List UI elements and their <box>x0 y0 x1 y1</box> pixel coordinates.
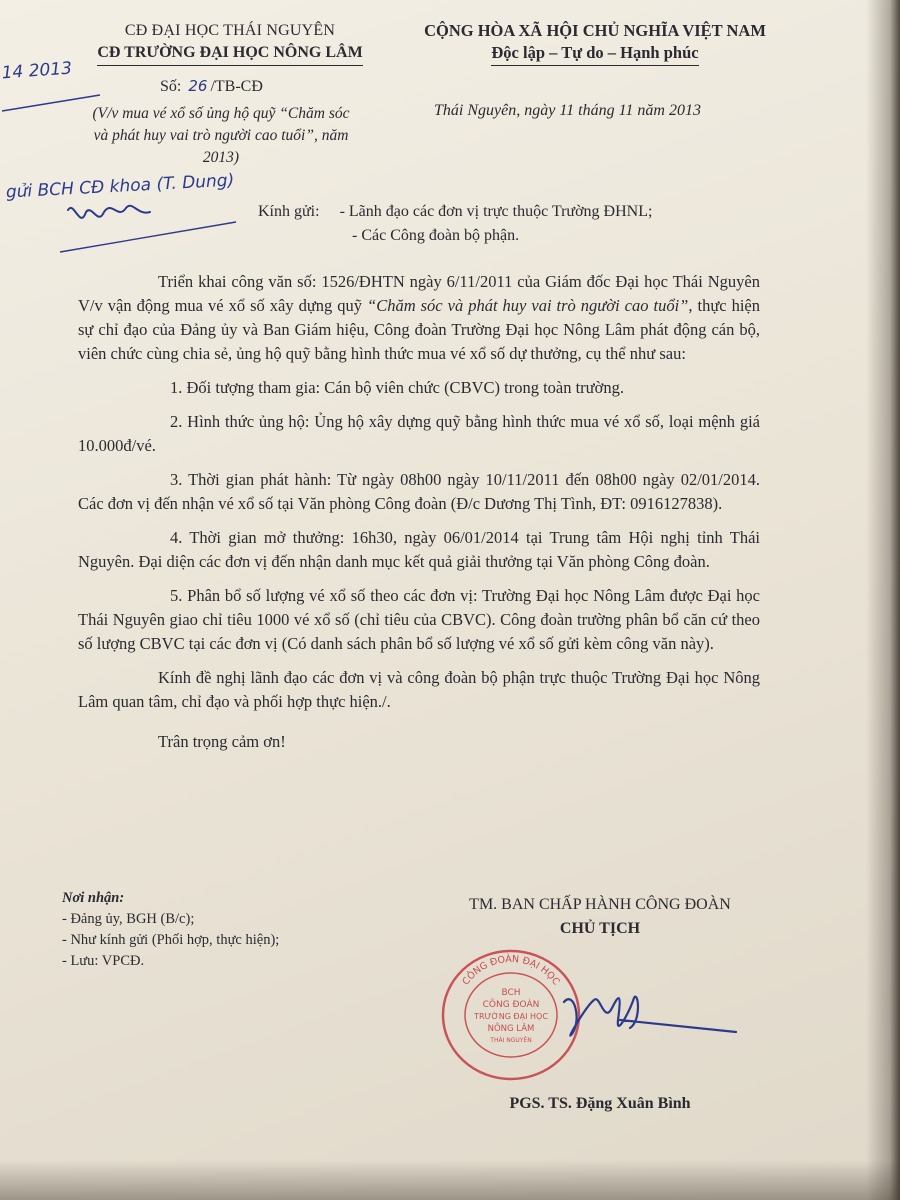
stamp-text: THÁI NGUYÊN <box>490 1037 532 1044</box>
recipient-line: - Các Công đoàn bộ phận. <box>352 227 520 244</box>
page-edge-shadow <box>866 0 900 1200</box>
document-body <box>78 270 760 764</box>
distribution-item: - Lưu: VPCĐ. <box>62 953 145 969</box>
distribution-title: Nơi nhận: <box>62 890 125 906</box>
recipient-line: - Lãnh đạo các đơn vị trực thuộc Trường ĐHNL; <box>339 203 653 220</box>
signing-capacity: TM. BAN CHẤP HÀNH CÔNG ĐOÀN <box>469 896 731 913</box>
handwritten-date-note <box>0 55 110 125</box>
handwritten-signature <box>560 980 740 1050</box>
national-motto: Độc lập – Tự do – Hạnh phúc <box>491 42 698 66</box>
issuer-parent: CĐ ĐẠI HỌC THÁI NGUYÊN <box>124 22 336 39</box>
number-prefix: Số: <box>160 78 182 95</box>
signer-role: CHỦ TỊCH <box>559 920 641 937</box>
fund-name: “Chăm sóc và phát huy vai trò người cao tuổi” <box>367 296 689 315</box>
page-bottom-shadow <box>0 1160 900 1200</box>
issuer-header <box>80 20 380 66</box>
request-paragraph: Kính đề nghị lãnh đạo các đơn vị và công đoàn bộ phận trực thuộc Trường Đại học Nông Lâm quan tâm, chỉ đạo và phối hợp thực hiện./. <box>78 668 760 711</box>
recipients-label: Kính gửi: <box>258 203 320 220</box>
document-number <box>160 77 263 96</box>
svg-text:CÔNG ĐOÀN ĐẠI HỌC <box>460 953 561 988</box>
document-subject: (V/v mua vé xổ số ủng hộ quỹ “Chăm sóc và phát huy vai trò người cao tuổi”, năm 2013) <box>92 105 350 166</box>
national-header <box>400 20 790 66</box>
stamp-text: TRƯỜNG ĐẠI HỌC <box>474 1012 548 1021</box>
closing-thanks: Trân trọng cảm ơn! <box>158 732 286 751</box>
svg-text:gửi BCH CĐ khoa (T. Dung): gửi BCH CĐ khoa (T. Dung) <box>5 170 235 203</box>
list-item: 4. Thời gian mở thưởng: 16h30, ngày 06/01/2014 tại Trung tâm Hội nghị tỉnh Thái Nguyên. Đại diện các đơn vị đến nhận danh mục kết quả giải thưởng tại Văn phòng Công đoàn. <box>78 528 760 571</box>
number-handwritten: 26 <box>188 77 208 95</box>
signer-name: PGS. TS. Đặng Xuân Bình <box>509 1095 691 1112</box>
stamp-text: BCH <box>501 988 521 998</box>
signature-block <box>430 893 770 941</box>
list-item: 5. Phân bổ số lượng vé xổ số theo các đơn vị: Trường Đại học Nông Lâm được Đại học Thái Nguyên giao chỉ tiêu 1000 vé xổ số (chỉ tiêu của CBVC). Công đoàn trường phân bổ căn cứ theo số lượng CBVC tại các đơn vị (Có danh sách phân bổ số lượng vé xổ số gửi kèm công văn này). <box>78 586 760 653</box>
stamp-text: CÔNG ĐOÀN <box>482 1000 540 1010</box>
issue-date: Thái Nguyên, ngày 11 tháng 11 năm 2013 <box>434 102 701 119</box>
stamp-text: NÔNG LÂM <box>487 1024 535 1034</box>
distribution-list <box>62 888 279 972</box>
list-item: 3. Thời gian phát hành: Từ ngày 08h00 ngày 10/11/2011 đến 08h00 ngày 02/01/2014. Các đơn vị đến nhận vé xổ số tại Văn phòng Công đoàn (Đ/c Dương Thị Tình, ĐT: 0916127838). <box>78 470 760 513</box>
list-item: 2. Hình thức ủng hộ: Ủng hộ xây dựng quỹ bằng hình thức mua vé xổ số, loại mệnh giá 10.000đ/vé. <box>78 412 760 455</box>
list-item: 1. Đối tượng tham gia: Cán bộ viên chức (CBVC) trong toàn trường. <box>170 378 624 397</box>
svg-text:14 2013: 14 2013 <box>1 58 73 84</box>
country-name: CỘNG HÒA XÃ HỘI CHỦ NGHĨA VIỆT NAM <box>424 21 766 40</box>
stamp-ring-text: CÔNG ĐOÀN ĐẠI HỌC <box>460 953 562 988</box>
distribution-item: - Đảng ủy, BGH (B/c); <box>62 911 195 927</box>
number-suffix: /TB-CĐ <box>210 78 263 95</box>
issuer-name: CĐ TRƯỜNG ĐẠI HỌC NÔNG LÂM <box>97 42 362 66</box>
handwritten-routing-note <box>0 160 330 260</box>
distribution-item: - Như kính gửi (Phối hợp, thực hiện); <box>62 932 280 948</box>
intro-paragraph: Triển khai công văn số: 1526/ĐHTN ngày 6/11/2011 của Giám đốc Đại học Thái Nguyên V/v vận động mua vé xổ số xây dựng quỹ “Chăm sóc và phát huy vai trò người cao tuổi”, thực hiện sự chỉ đạo của Đảng ủy và Ban Giám hiệu, Công đoàn Trường Đại học Nông Lâm phát động cán bộ, viên chức cùng chia sẻ, ủng hộ quỹ bằng hình thức mua vé xổ số dự thưởng, cụ thể như sau: <box>78 272 760 363</box>
